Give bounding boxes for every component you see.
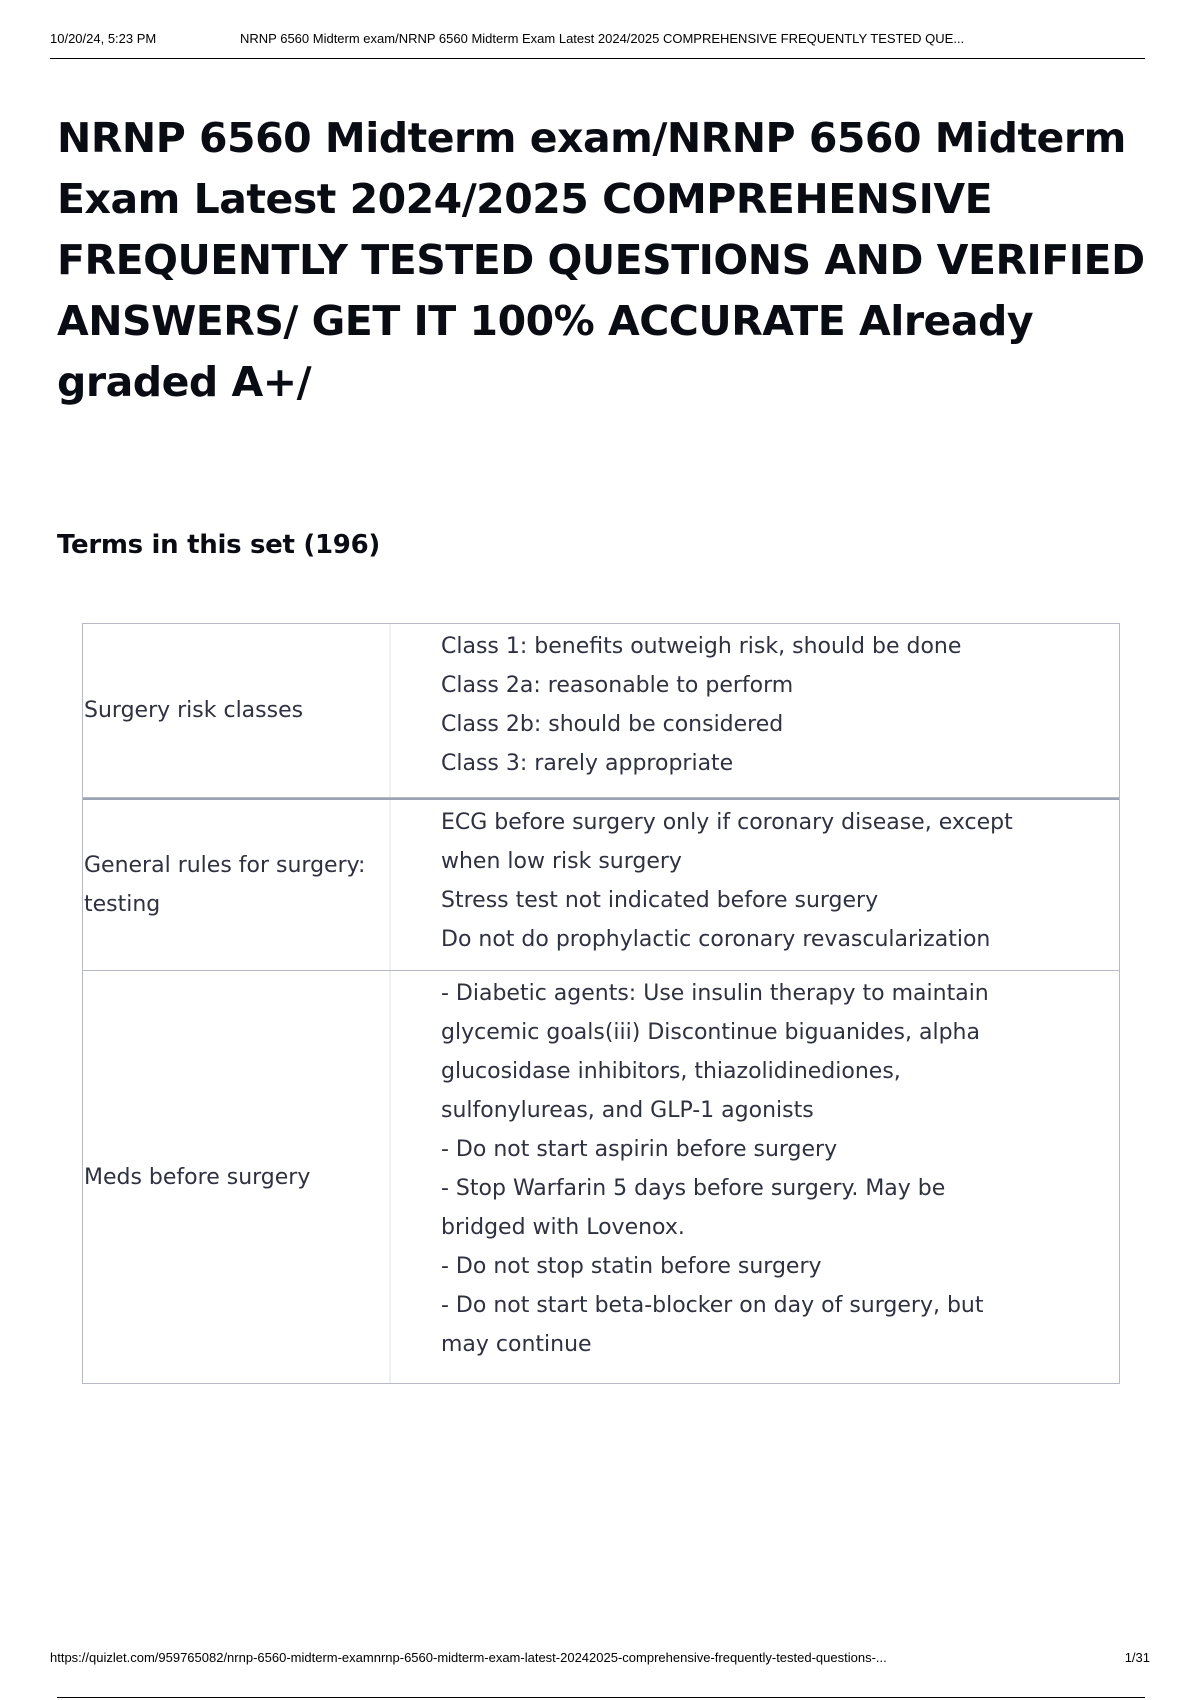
definition-line: - Diabetic agents: Use insulin therapy to maintain glycemic goals(iii) Discontinue biguanides, alpha glucosidase inhibitors, thiazolidinediones, sulfonylureas, and GLP-1 agonists — [441, 981, 989, 1123]
definition-cell — [391, 971, 1119, 1383]
definition-line: Class 3: rarely appropriate — [441, 751, 734, 776]
definition-line: - Stop Warfarin 5 days before surgery. May be bridged with Lovenox. — [441, 1176, 946, 1240]
definition-line: - Do not start aspirin before surgery — [441, 1137, 838, 1162]
term-text: Surgery risk classes — [84, 698, 304, 723]
term-cell — [83, 624, 391, 797]
term-row — [83, 624, 1119, 798]
definition-line: ECG before surgery only if coronary disease, except when low risk surgery — [441, 810, 1013, 874]
term-text: Meds before surgery — [84, 1164, 311, 1190]
term-text: General rules for surgery: testing — [84, 853, 366, 917]
term-row — [83, 971, 1119, 1383]
print-doc-title: NRNP 6560 Midterm exam/NRNP 6560 Midterm Exam Latest 2024/2025 COMPREHENSIVE FREQUENTLY TESTED QUE... — [240, 31, 965, 46]
terms-table — [82, 623, 1120, 1384]
definition-line: Class 1: benefits outweigh risk, should be done — [441, 634, 962, 659]
definition-line: - Do not stop statin before surgery — [441, 1254, 822, 1279]
footer-divider — [57, 1697, 1145, 1698]
print-footer — [50, 1650, 1150, 1670]
definition-line: - Do not start beta-blocker on day of surgery, but may continue — [441, 1293, 984, 1357]
definition-line: Do not do prophylactic coronary revascularization — [441, 927, 991, 952]
term-row — [83, 798, 1119, 971]
definition-cell — [391, 800, 1119, 970]
page-title: NRNP 6560 Midterm exam/NRNP 6560 Midterm Exam Latest 2024/2025 COMPREHENSIVE FREQUENTLY TESTED QUESTIONS AND VERIFIED ANSWERS/ GET IT 100% ACCURATE Already graded A+/ — [57, 114, 1145, 406]
definition-line: Class 2a: reasonable to perform — [441, 673, 794, 698]
definition-cell — [391, 624, 1119, 797]
print-header — [50, 28, 1145, 59]
term-cell — [83, 800, 391, 970]
page-number: 1/31 — [1124, 1650, 1150, 1665]
definition-line: Stress test not indicated before surgery — [441, 888, 879, 913]
term-cell — [83, 971, 391, 1383]
print-datetime: 10/20/24, 5:23 PM — [50, 31, 157, 46]
print-url: https://quizlet.com/959765082/nrnp-6560-midterm-examnrnp-6560-midterm-exam-latest-20242025-comprehensive-frequently-tested-questions-... — [50, 1650, 887, 1665]
definition-line: Class 2b: should be considered — [441, 712, 784, 737]
terms-count-heading: Terms in this set (196) — [57, 530, 380, 560]
